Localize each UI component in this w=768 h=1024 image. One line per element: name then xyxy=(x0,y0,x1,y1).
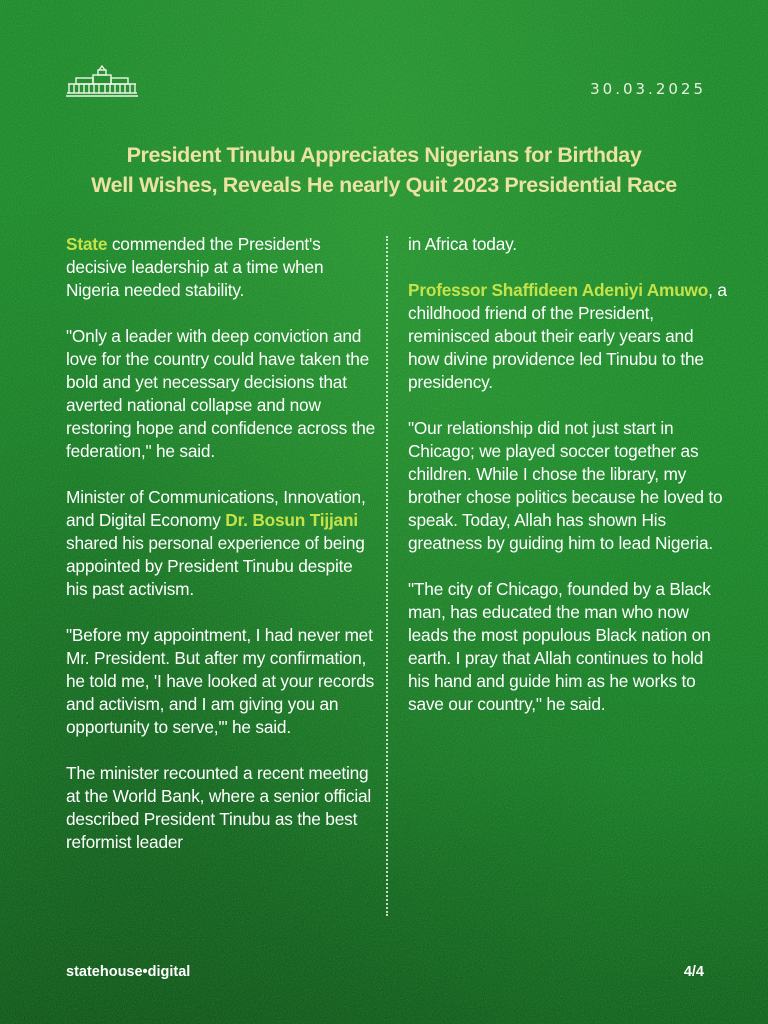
statehouse-building-icon xyxy=(66,64,138,98)
brand-wordmark: statehouse•digital xyxy=(66,964,191,980)
page-number: 4/4 xyxy=(683,964,704,980)
highlighted-name: Dr. Bosun Tijjani xyxy=(225,510,358,530)
paragraph xyxy=(66,486,376,601)
paragraph-quote: "Only a leader with deep conviction and love for the country could have taken the bold and yet necessary decisions that averted national collapse and now restoring hope and confidence across the federation," he said. xyxy=(66,326,376,461)
paragraph xyxy=(66,233,376,302)
headline-line-2: Well Wishes, Reveals He nearly Quit 2023 Presidential Race xyxy=(91,173,677,197)
paragraph-quote: "Before my appointment, I had never met Mr. President. But after my confirmation, he told me, 'I have looked at your records and activism, and I am giving you an opportunity to serve,'" he said. xyxy=(66,625,375,737)
publication-date: 30.03.2025 xyxy=(590,80,706,98)
paragraph-quote: "Our relationship did not just start in Chicago; we played soccer together as children. While I chose the library, my brother chose politics because he loved to speak. Today, Allah has shown His greatness by guiding him to lead Nigeria. xyxy=(408,418,723,553)
paragraph-text: shared his personal experience of being appointed by President Tinubu despite his past activism. xyxy=(66,533,365,599)
paragraph-text: , a childhood friend of the President, reminisced about their early years and how divine providence led Tinubu to the presidency. xyxy=(408,280,727,392)
paragraph-quote: "The city of Chicago, founded by a Black man, has educated the man who now leads the most populous Black nation on earth. I pray that Allah continues to hold his hand and guide him as he works to save our country," he said. xyxy=(408,579,711,714)
paragraph xyxy=(408,279,728,394)
headline-line-1: President Tinubu Appreciates Nigerians for Birthday xyxy=(126,143,642,167)
paragraph: The minister recounted a recent meeting at the World Bank, where a senior official described President Tinubu as the best reformist leader xyxy=(66,763,372,852)
paragraph: in Africa today. xyxy=(408,234,517,254)
paragraph-text: commended the President's decisive leadership at a time when Nigeria needed stability. xyxy=(66,234,324,300)
paragraph-text: Minister of Communications, Innovation, and Digital Economy xyxy=(66,487,366,530)
column-divider xyxy=(386,236,388,916)
headline xyxy=(40,140,728,200)
highlighted-name: Professor Shaffideen Adeniyi Amuwo xyxy=(408,280,709,300)
highlighted-name: State xyxy=(66,234,108,254)
left-column xyxy=(66,233,376,877)
right-column xyxy=(408,233,728,739)
